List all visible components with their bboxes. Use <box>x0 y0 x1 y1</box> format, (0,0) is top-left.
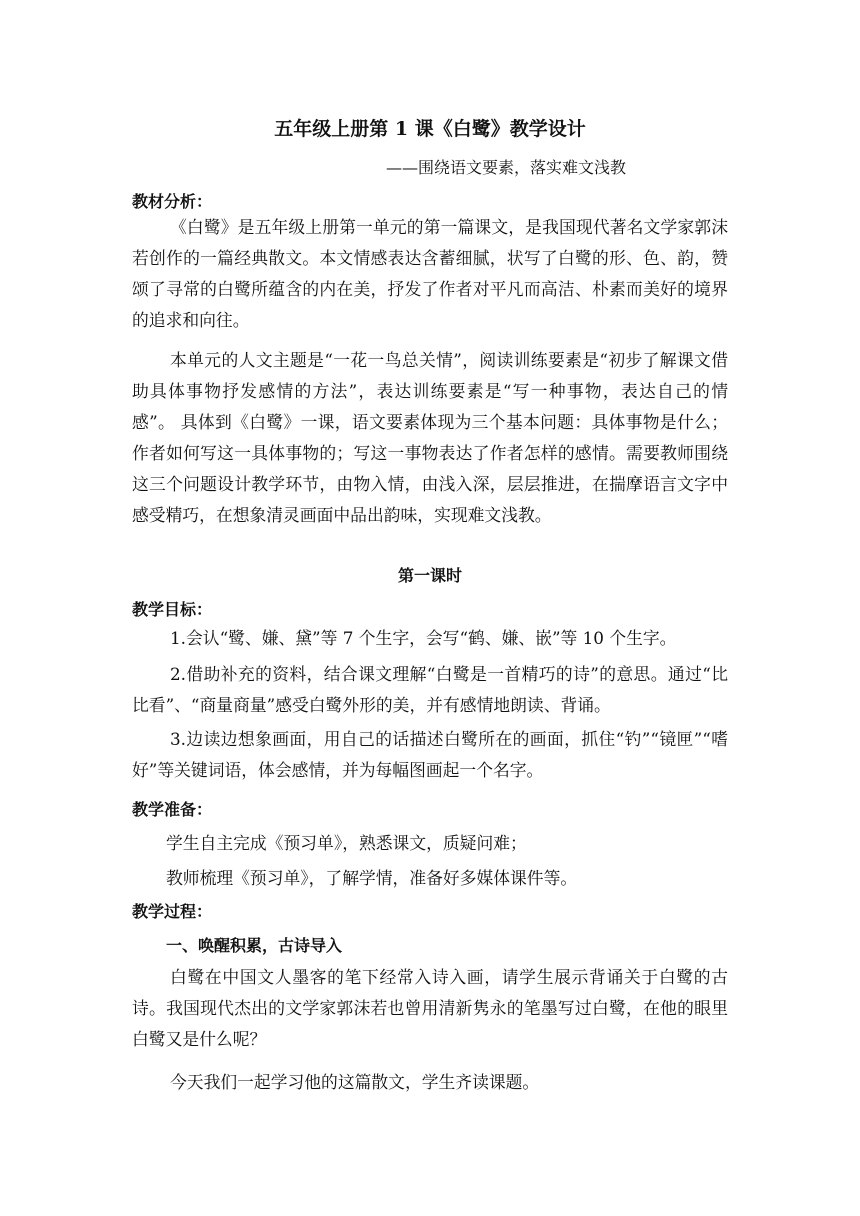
step1-paragraph-1: 白鹭在中国文人墨客的笔下经常入诗入画，请学生展示背诵关于白鹭的古诗。我国现代杰出的文学家郭沫若也曾用清新隽永的笔墨写过白鹭，在他的眼里白鹭又是什么呢？ <box>132 967 728 1049</box>
lesson-heading: 第一课时 <box>397 566 462 585</box>
prep-item-1: 学生自主完成《预习单》，熟悉课文，质疑问难； <box>166 833 527 853</box>
prep-item-2: 教师梳理《预习单》，了解学情，准备好多媒体课件等。 <box>166 868 578 888</box>
analysis-paragraph-1: 《白鹭》是五年级上册第一单元的第一篇课文，是我国现代著名文学家郭沫若创作的一篇经典散文。本文情感表达含蓄细腻，状写了白鹭的形、色、韵，赞颂了寻常的白鹭所蕴含的内在美，抒发了作者对平凡而高洁、朴素而美好的境界的追求和向往。 <box>132 217 728 330</box>
goals-heading: 教学目标： <box>132 600 213 619</box>
document-subtitle: ——围绕语文要素，落实难文浅教 <box>386 158 627 177</box>
document-title: 五年级上册第 1 课《白鹭》教学设计 <box>274 118 586 140</box>
goal-item-3: 3.边读边想象画面，用自己的话描述白鹭所在的画面，抓住“钓”“镜匣”“嗜好”等关键词语，体会感情，并为每幅图画起一个名字。 <box>132 729 728 780</box>
process-heading: 教学过程： <box>132 902 213 921</box>
step1-paragraph-2: 今天我们一起学习他的这篇散文，学生齐读课题。 <box>170 1072 540 1092</box>
goal-item-1: 1.会认“鹭、嫌、黛”等 7 个生字，会写“鹤、嫌、嵌”等 10 个生字。 <box>170 628 677 648</box>
prep-heading: 教学准备： <box>132 800 213 819</box>
analysis-paragraph-2: 本单元的人文主题是“一花一鸟总关情”，阅读训练要素是“初步了解课文借助具体事物抒发感情的方法”，表达训练要素是“写一种事物，表达自己的情感”。 具体到《白鹭》一课，语文要素体现为三个基本问题：具体事物是什么；作者如何写这一具体事物的；写这一事物表达了作者怎样的感情。需要教师围绕这三个问题设计教学环节，由物入情，由浅入深，层层推进，在揣摩语言文字中感受精巧，在想象清灵画面中品出韵味，实现难文浅教。 <box>132 350 728 525</box>
analysis-heading: 教材分析： <box>132 192 213 211</box>
goal-item-2: 2.借助补充的资料，结合课文理解“白鹭是一首精巧的诗”的意思。通过“比比看”、“商量商量”感受白鹭外形的美，并有感情地朗读、背诵。 <box>132 664 728 715</box>
step1-heading: 一、唤醒积累，古诗导入 <box>166 936 343 955</box>
